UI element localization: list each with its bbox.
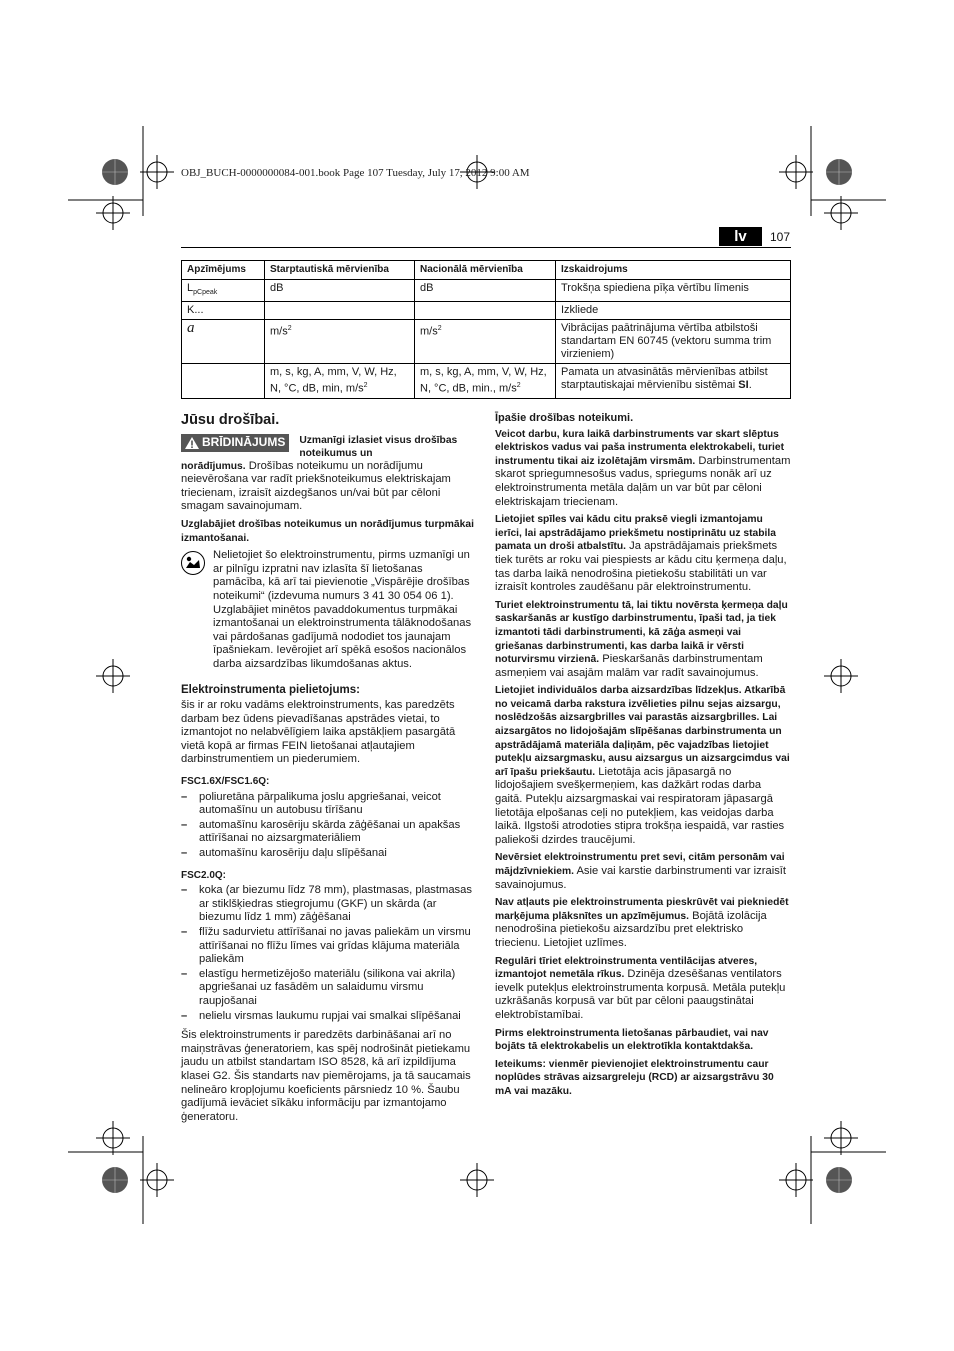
- paragraph: Uzglabājiet drošības noteikumus un norādījumus turpmākai izmantošanai.: [181, 518, 474, 544]
- table-cell: dB: [265, 280, 415, 302]
- paragraph: Regulāri tīriet elektroinstrumenta ventilācijas atveres, izmantojot nemetāla rīkus. Dzinēja dzesēšanas ventilators ievelk putekļus elektroinstrumenta korpusā. Metāla putekļu uzkrāšanās korpusā var būt par cēloni paaugstinātai elektrobīstamībai.: [495, 955, 786, 1021]
- table-cell: $m/s^2$: [265, 320, 415, 364]
- left-column: [181, 412, 477, 1128]
- right-column: [495, 412, 791, 1103]
- table-header: Nacionālā mērvienība: [415, 261, 556, 280]
- paragraph: Nelietojiet šo elektroinstrumentu, pirms uzmanīgi un ar pilnīgu izpratni nav izlasīta šī lietošanas pamācība, kā arī tai pievienotie „Vispārējie drošības noteikumi“ (izdevuma numurs 3 41 30 054 06 1). Uzglabājiet minētos pavaddokumentus turpmākai izmantošanai un elektroinstrumenta tālāknodošanas vai pārdošanas gadījumā nododiet tos jaunajam īpašniekam. Ievērojiet arī spēkā esošos nacionālos darba aizsardzības likumdošanas aktus.: [213, 549, 472, 670]
- list-item: – poliuretāna pārpalikuma joslu apgriešanai, veicot automašīnu un autobusu tīrīšanu: [181, 791, 477, 818]
- warning-block: [181, 434, 477, 460]
- table-cell: $L_{pCpeak}$: [182, 280, 265, 302]
- table-header: Starptautiskā mērvienība: [265, 261, 415, 280]
- table-cell: m, s, kg, A, mm, V, W, Hz, N, °C, dB, min, $m/s^2$: [265, 364, 415, 399]
- table-cell: [265, 302, 415, 320]
- list-item: – nelielu virsmas laukumu rupjai vai smalkai slīpēšanai: [181, 1010, 477, 1024]
- list-item: – elastīgu hermetizējošo materiālu (silikona vai akrila) apgriešanai uz fasādēm un salaidumu virsmu raupjošanai: [181, 968, 477, 1009]
- paragraph: Pirms elektroinstrumenta lietošanas pārbaudiet, vai nav bojāts tā elektrokabelis un elektrotīkla kontaktdakša.: [495, 1027, 769, 1053]
- usage-list: [181, 884, 477, 1023]
- paragraph: Nav atļauts pie elektroinstrumenta pieskrūvēt vai piekniedēt marķējuma plāksnītes un apzīmējumus. Bojātā izolācija nenodrošina pietiekošu aizsardzību pret elektrisko triecienu. Lietojiet uzlīmes.: [495, 897, 789, 949]
- paragraph: Lietojiet spīles vai kādu citu praksē viegli izmantojamu ierīci, lai apstrādājamo priekšmetu nostiprinātu uz stabila pamata un droši atbalstītu. Ja apstrādājamais priekšmets tiek turēts ar roku vai piespiests ar kādu citu ķermeņa daļu, tas darba laikā nenodrošina pietiekošu stabilitāti un var izraisīt kontroles zaudēšanu pār elektroinstrumentu.: [495, 514, 787, 594]
- table-cell: [415, 302, 556, 320]
- table-cell: $m/s^2$: [415, 320, 556, 364]
- warning-badge: BRĪDINĀJUMS: [181, 434, 289, 452]
- paragraph: Šis elektroinstruments ir paredzēts darbināšanai arī no maiņstrāvas ģeneratoriem, kas spēj nodrošināt pietiekamu jaudu un atbilst standartam ISO 8528, kā arī izpildījuma klasei G2. Šis standarts nav piemērojams, ja tā saucamais nelineāro kropļojumu koeficients pārsniedz 10 %. Šaubu gadījumā ievāciet sīkāku informāciju par izmantojamo ģeneratoru.: [181, 1029, 471, 1123]
- table-cell: Pamata un atvasinātās mērvienības atbilst starptautiskajai mērvienību sistēmai SI.: [556, 364, 791, 399]
- section-title: Jūsu drošībai.: [181, 412, 280, 428]
- table-row: [182, 320, 791, 364]
- subheading: Elektroinstrumenta pielietojums:: [181, 683, 360, 696]
- table-cell: [182, 364, 265, 399]
- model-heading: FSC1.6X/FSC1.6Q:: [181, 776, 270, 788]
- units-table: [181, 260, 791, 399]
- warning-text: Uzmanīgi izlasiet visus drošības noteikumus un: [299, 434, 458, 459]
- warning-icon: [185, 437, 199, 449]
- paragraph: šis ir ar roku vadāms elektroinstruments, kas paredzēts darbam bez ūdens pievadīšanas apstrādes vietai, to izmantojot no nelabvēlīgiem laika apstākļiem pasargātā vietā kopā ar firmas FEIN lietošanai atļautajiem darbinstrumentiem un piederumiem.: [181, 699, 456, 766]
- table-cell: Izkliede: [556, 302, 791, 320]
- table-cell: Trokšņa spiediena pīķa vērtību līmenis: [556, 280, 791, 302]
- language-tab: lv: [719, 227, 762, 246]
- table-cell: Vibrācijas paātrinājuma vērtība atbilstoši standartam EN 60745 (vektoru summa trim virzieniem): [556, 320, 791, 364]
- paragraph: Turiet elektroinstrumentu tā, lai tiktu novērsta ķermeņa daļu saskaršanās ar kustīgo darbinstrumentu, īpaši tad, ja tiek izmantoti tādi darbinstrumenti, kā zāģa asmeņi vai griešanas darbinstrumenti, kas darba laikā ir vērsti noturvirsmu virzienā. Pieskaršanās darbinstrumentam asmeņiem vai asajām malām var radīt savainojumus.: [495, 599, 788, 679]
- subheading: Īpašie drošības noteikumi.: [495, 412, 634, 424]
- list-item: – flīžu sadurvietu attīrīšanai no javas paliekām un virsmu attīrīšanai no flīžu līmes vai grīdas klājuma materiāla paliekām: [181, 926, 477, 967]
- table-cell: dB: [415, 280, 556, 302]
- header-rule: [181, 247, 791, 248]
- paragraph: Ieteikums: vienmēr pievienojiet elektroinstrumentu caur noplūdes strāvas aizsargreleju (RCD) ar aizsargstrāvu 30 mA vai mazāku.: [495, 1058, 774, 1097]
- table-row: [182, 302, 791, 320]
- read-manual-icon: [181, 551, 205, 575]
- print-slug: OBJ_BUCH-0000000084-001.book Page 107 Tuesday, July 17, 2012 9:00 AM: [181, 167, 530, 179]
- paragraph: Lietojiet individuālos darba aizsardzības līdzekļus. Atkarībā no veicamā darba rakstura izvēlieties pilnu sejas aizsargu, noslēdzošās aizsargbrilles vai parastās aizsargbrilles. Lai aizsargātos no lidojošajām slīpēšanas darbinstrumenta un apstrādājamā materiāla daļiņām, pēc vajadzības lietojiet putekļu aizsargmasku, ausu aizsargus un aizsargcimdus vai arī īpašu priekšautu. Lietotāja acis jāpasargā no lidojošajiem svešķermeņiem, kas dažkārt rodas darba gaitā. Putekļu aizsargmaskai vai respiratoram jāpasargā lietotāja elpošanas ceļi no putekļiem, kas veidojas darba laikā. Ilgstoši atrodoties stipra trokšņa iespaidā, var rasties paliekoši dzirdes traucējumi.: [495, 685, 790, 846]
- table-cell: m, s, kg, A, mm, V, W, Hz, N, °C, dB, min., $m/s^2$: [415, 364, 556, 399]
- table-cell: a: [182, 320, 265, 364]
- table-header-row: [182, 261, 791, 280]
- table-header: Izskaidrojums: [556, 261, 791, 280]
- list-item: – koka (ar biezumu līdz 78 mm), plastmasas, plastmasas ar stiklšķiedras stiegrojumu (GKF) un skārda (ar biezumu līdz 1 mm) zāģēšanai: [181, 884, 477, 925]
- paragraph: Veicot darbu, kura laikā darbinstruments var skart slēptus elektriskos vadus vai paša instrumenta elektrokabeli, turiet instrumentu tikai aiz izolētajām virsmām. Darbinstrumentam skarot spriegumnesošus vadus, spriegums nonāk arī uz elektroinstrumenta metāla daļām un var būt par cēloni elektriskajam triecienam.: [495, 428, 791, 508]
- paragraph: Nevērsiet elektroinstrumentu pret sevi, citām personām vai mājdzīvniekiem. Asie vai karstie darbinstrumenti var izraisīt savainojumus.: [495, 852, 786, 891]
- manual-notice: [181, 549, 477, 675]
- page-number: 107: [770, 230, 791, 244]
- paragraph: norādījumus. Drošības noteikumu un norādījumu neievērošana var radīt priekšnoteikumus elektriskajam triecienam, izraisīt aizdegšanos un/vai būt par cēloni smagam savainojumam.: [181, 459, 451, 513]
- list-item: – automašīnu karosēriju daļu slīpēšanai: [181, 847, 477, 861]
- table-row: [182, 280, 791, 302]
- usage-list: [181, 791, 477, 861]
- table-row: [182, 364, 791, 399]
- model-heading: FSC2.0Q:: [181, 869, 227, 881]
- table-header: Apzīmējums: [182, 261, 265, 280]
- list-item: – automašīnu karosēriju skārda zāģēšanai un apakšas attīrīšanai no aizsargmateriāliem: [181, 819, 477, 846]
- table-cell: K...: [182, 302, 265, 320]
